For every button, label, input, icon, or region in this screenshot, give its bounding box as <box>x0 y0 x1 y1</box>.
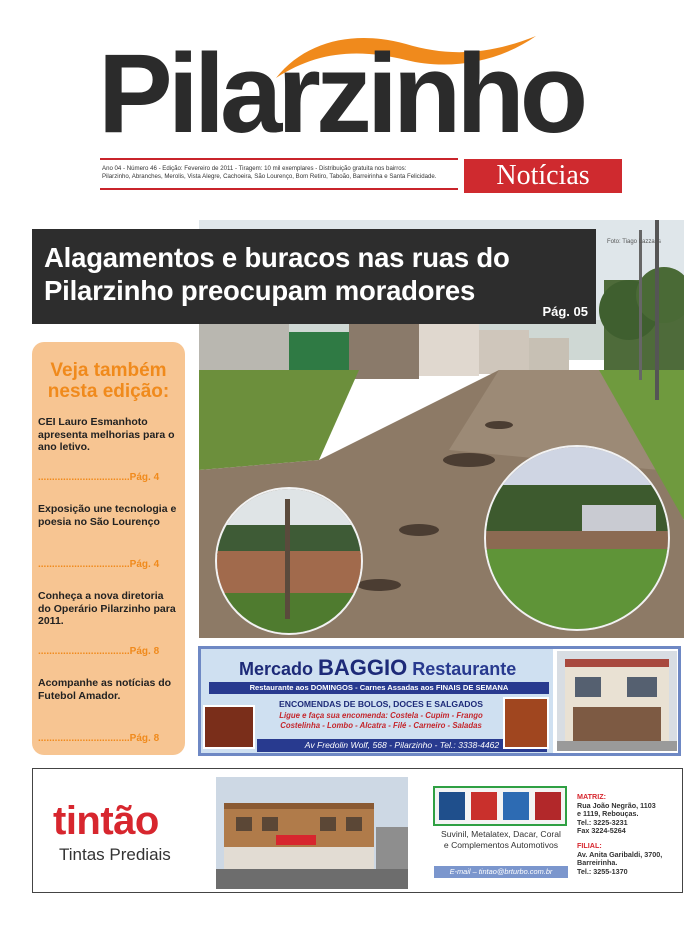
headline-line2: Pilarzinho preocupam moradores <box>44 275 476 306</box>
tintao-email[interactable]: E-mail – tintao@brturbo.com.br <box>434 866 568 878</box>
see-also-sidebar <box>32 342 185 755</box>
meat-photo <box>203 705 255 749</box>
flood-photo-right <box>484 445 670 631</box>
matriz-line: Fax 3224-5264 <box>577 826 626 836</box>
tintao-brands-line2: e Complementos Automotivos <box>443 839 559 850</box>
baggio-ad-subtitle: Restaurante aos DOMINGOS - Carnes Assadas aos FINAIS DE SEMANA <box>209 682 549 694</box>
tintao-store-photo <box>216 777 408 889</box>
baggio-ad-panel <box>201 649 553 753</box>
filial-line: Tel.: 3255-1370 <box>577 866 628 876</box>
tintao-brands-line1: Suvinil, Metalatex, Dacar, Coral <box>441 829 561 839</box>
filial-line: Av. Anita Garibaldi, 3700, <box>577 849 663 859</box>
sidebar-item-text: Acompanhe as notícias do Futebol Amador. <box>38 677 172 702</box>
headline-line1: Alagamentos e buracos nas ruas do <box>44 242 510 273</box>
sidebar-title-line1: Veja também <box>50 360 167 381</box>
headline-banner <box>32 229 596 324</box>
sidebar-item[interactable] <box>38 590 179 677</box>
sidebar-item[interactable] <box>38 416 179 503</box>
sidebar-item-page: .................................Pág. 4 <box>38 472 160 483</box>
flood-photo-left <box>215 487 363 635</box>
baggio-ad-orders: ENCOMENDAS DE BOLOS, DOCES E SALGADOS <box>279 699 483 709</box>
baggio-items-line2: Costelinha - Lombo - Alcatra - Filé - Carneiro - Saladas <box>280 721 482 730</box>
baggio-title-restaurante: Restaurante <box>407 659 517 679</box>
masthead <box>96 24 636 204</box>
matriz-line: Tel.: 3225-3231 <box>577 817 628 827</box>
baggio-ad-address: Av Fredolin Wolf, 568 - Pilarzinho - Tel.: 3338-4462 <box>257 739 547 752</box>
edition-info <box>102 165 462 181</box>
tintao-addresses <box>577 793 682 876</box>
edition-rule-bottom <box>100 188 458 190</box>
baggio-building-photo <box>557 651 677 751</box>
sidebar-title-line2: nesta edição: <box>47 381 170 402</box>
sidebar-item-text: CEI Lauro Esmanhoto apresenta melhorias para o ano letivo. <box>38 416 175 453</box>
baggio-ad-items <box>259 711 503 731</box>
tintao-logo: tintão <box>53 799 159 843</box>
sidebar-item[interactable] <box>38 677 179 764</box>
sidebar-item-text: Conheça a nova diretoria do Operário Pilarzinho para 2011. <box>38 590 176 627</box>
filial-line: Barreirinha. <box>577 858 618 868</box>
edition-info-line1: Ano 04 - Número 46 - Edição: Fevereiro de 2011 - Tiragem: 10 mil exemplares - Distribuição gratuita nos bairros: <box>102 165 407 172</box>
sidebar-item-text: Exposição une tecnologia e poesia no São Lourenço <box>38 503 177 528</box>
filial-label: FILIAL: <box>577 840 602 850</box>
tintao-ad[interactable] <box>32 768 683 893</box>
headline-page-ref[interactable]: Pág. 05 <box>542 304 588 319</box>
sidebar-title <box>38 360 179 402</box>
matriz-line: Rua João Negrão, 1103 <box>577 800 656 810</box>
matriz-line: e 1119, Rebouças. <box>577 809 639 819</box>
edition-info-line2: Pilarzinho, Abranches, Merolis, Vista Alegre, Cachoeira, São Lourenço, Bom Retiro, Taboão, Barreirinha e Santa Felicidade. <box>102 173 437 180</box>
baggio-items-line1: Ligue e faça sua encomenda: Costela - Cupim - Frango <box>279 711 483 720</box>
sidebar-item-page: .................................Pág. 4 <box>38 559 160 570</box>
baggio-title-brand: BAGGIO <box>318 655 408 680</box>
headline[interactable] <box>44 241 596 307</box>
matriz-label: MATRIZ: <box>577 792 607 801</box>
photo-credit: Foto: Tiago Lazzaris <box>607 239 662 245</box>
tintao-tagline: Tintas Prediais <box>59 845 171 864</box>
section-label: Notícias <box>464 159 622 193</box>
newspaper-title: Pilarzinho <box>98 31 584 156</box>
paint-cans-photo <box>433 786 567 826</box>
sidebar-item[interactable] <box>38 503 179 590</box>
sidebar-item-page: .................................Pág. 8 <box>38 646 160 657</box>
tintao-brands <box>431 829 571 850</box>
roast-photo <box>503 697 549 749</box>
baggio-title-mercado: Mercado <box>239 659 319 679</box>
mercado-baggio-ad[interactable] <box>198 646 681 756</box>
edition-rule-top <box>100 158 458 160</box>
sidebar-item-page: .................................Pág. 8 <box>38 733 160 744</box>
baggio-ad-title <box>239 655 516 681</box>
